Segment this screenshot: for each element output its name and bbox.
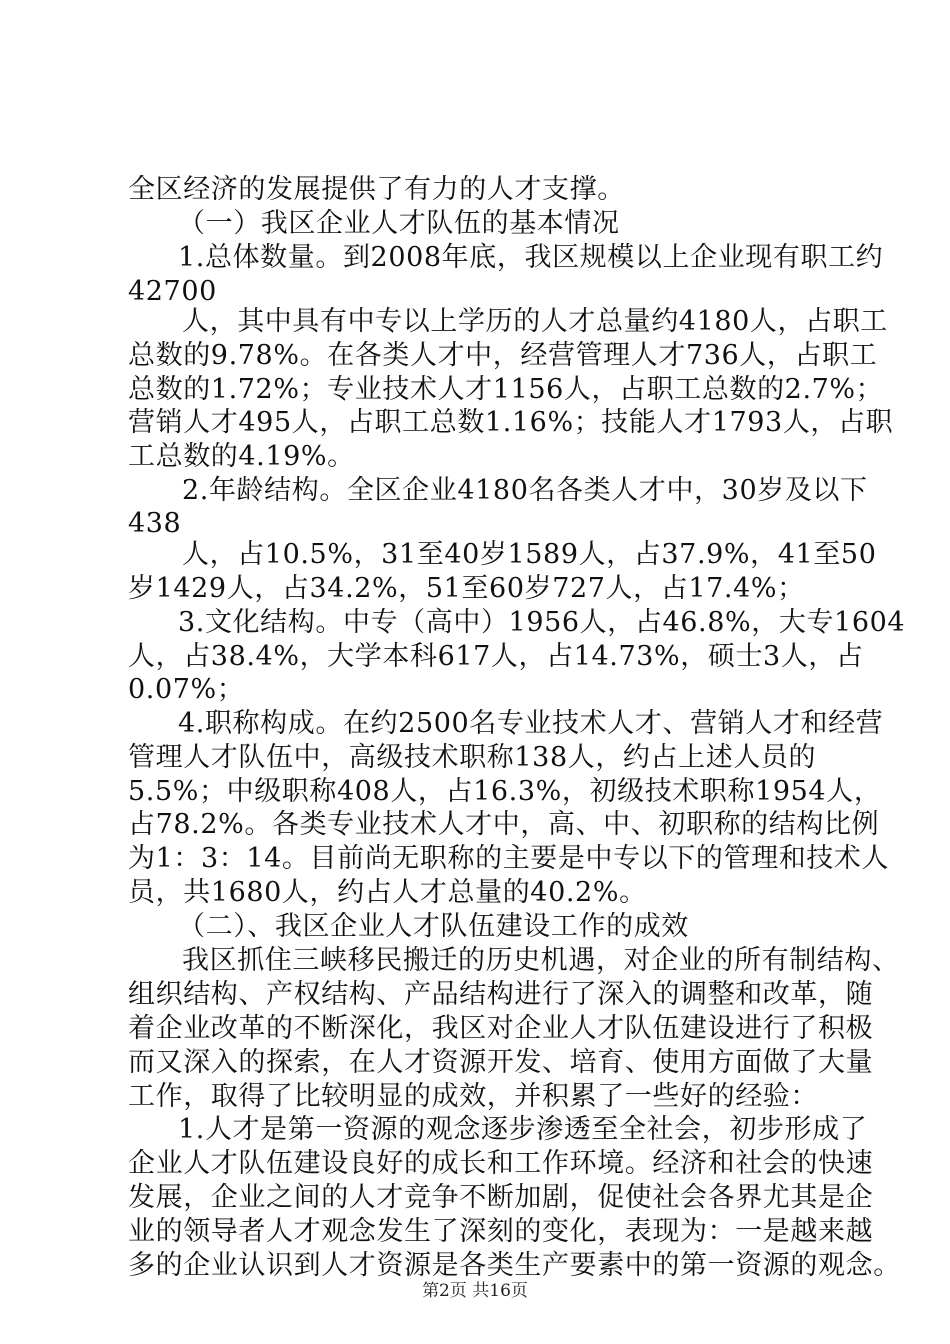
text-line: 管理人才队伍中，高级技术职称138人，约占上述人员的	[128, 742, 817, 773]
text-line: 总数的1.72%；专业技术人才1156人，占职工总数的2.7%；	[128, 374, 884, 405]
text-line: 营销人才495人，占职工总数1.16%；技能人才1793人，占职	[128, 407, 894, 438]
section-heading: （一）我区企业人才队伍的基本情况	[178, 208, 620, 239]
text-line: 组织结构、产权结构、产品结构进行了深入的调整和改革，随	[128, 979, 874, 1010]
text-line: 4.职称构成。在约2500名专业技术人才、营销人才和经营	[178, 708, 884, 739]
text-line: 2.年龄结构。全区企业4180名各类人才中，30岁及以下	[182, 475, 868, 506]
text-line: 0.07%；	[128, 674, 245, 705]
text-line: 多的企业认识到人才资源是各类生产要素中的第一资源的观念。	[128, 1250, 901, 1281]
text-line: 企业人才队伍建设良好的成长和工作环境。经济和社会的快速	[128, 1148, 874, 1179]
text-line: 42700	[128, 276, 217, 307]
text-line: 我区抓住三峡移民搬迁的历史机遇，对企业的所有制结构、	[182, 945, 900, 976]
section-heading: （二）、我区企业人才队伍建设工作的成效	[178, 911, 689, 942]
text-line: 工总数的4.19%。	[128, 441, 355, 472]
text-line: 占78.2%。各类专业技术人才中，高、中、初职称的结构比例	[128, 809, 880, 840]
text-line: 全区经济的发展提供了有力的人才支撑。	[128, 174, 625, 205]
page-number: 第2页 共16页	[422, 1281, 528, 1301]
text-line: 员，共1680人，约占人才总量的40.2%。	[128, 877, 647, 908]
text-line: 5.5%；中级职称408人，占16.3%，初级技术职称1954人，	[128, 776, 882, 807]
text-line: 发展，企业之间的人才竞争不断加剧，促使社会各界尤其是企	[128, 1182, 874, 1213]
text-line: 438	[128, 508, 182, 539]
text-line: 人，其中具有中专以上学历的人才总量约4180人，占职工	[182, 306, 888, 337]
text-line: 为1：3：14。目前尚无职称的主要是中专以下的管理和技术人	[128, 843, 890, 874]
text-line: 1.总体数量。到2008年底，我区规模以上企业现有职工约	[178, 242, 884, 273]
text-line: 总数的9.78%。在各类人才中，经营管理人才736人，占职工	[128, 340, 878, 371]
text-line: 人，占10.5%，31至40岁1589人，占37.9%，41至50	[182, 539, 877, 570]
text-line: 业的领导者人才观念发生了深刻的变化，表现为：一是越来越	[128, 1216, 874, 1247]
text-line: 1.人才是第一资源的观念逐步渗透至全社会，初步形成了	[178, 1114, 868, 1145]
text-line: 3.文化结构。中专（高中）1956人，占46.8%，大专1604	[178, 607, 906, 638]
text-line: 人，占38.4%，大学本科617人，占14.73%，硕士3人，占	[128, 641, 864, 672]
text-line: 着企业改革的不断深化，我区对企业人才队伍建设进行了积极	[128, 1013, 874, 1044]
text-line: 工作，取得了比较明显的成效，并积累了一些好的经验：	[128, 1081, 818, 1112]
text-line: 岁1429人，占34.2%，51至60岁727人，占17.4%；	[128, 573, 805, 604]
text-line: 而又深入的探索，在人才资源开发、培育、使用方面做了大量	[128, 1047, 874, 1078]
